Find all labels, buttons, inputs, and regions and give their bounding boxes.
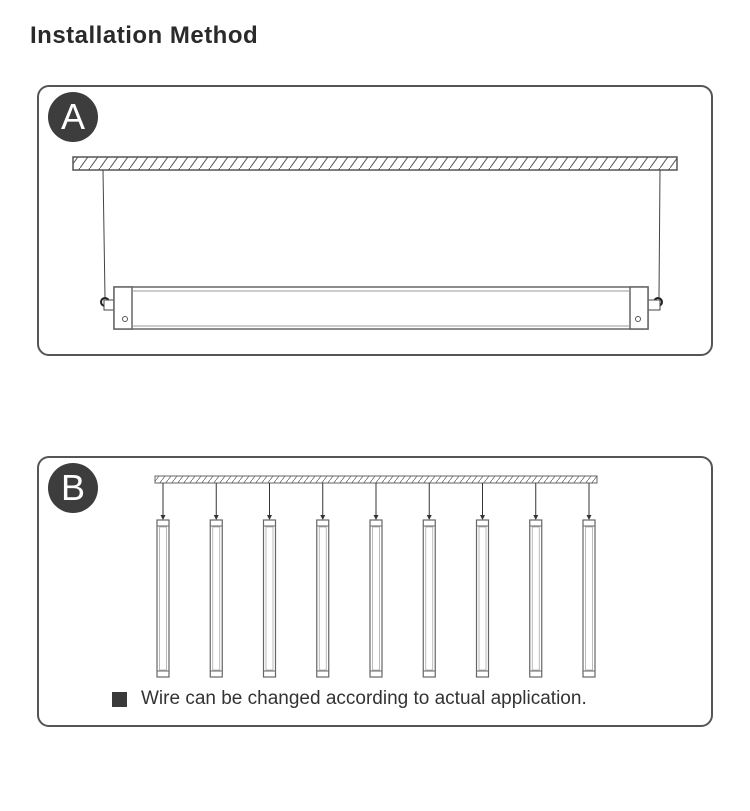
- vertical-fixture: [370, 483, 382, 677]
- method-b-badge: B: [48, 463, 98, 513]
- vertical-fixture: [477, 483, 489, 677]
- vertical-fixture: [264, 483, 276, 677]
- method-b-drawing: [155, 476, 597, 677]
- vertical-fixture: [210, 483, 222, 677]
- note-text: Wire can be changed according to actual application.: [141, 688, 587, 709]
- vertical-fixtures: [157, 483, 595, 677]
- vertical-fixture: [157, 483, 169, 677]
- vertical-fixture: [583, 483, 595, 677]
- method-a-drawing: [73, 157, 677, 329]
- fixture-a: [114, 287, 648, 329]
- ceiling-a: [73, 157, 677, 170]
- method-a-badge: A: [48, 92, 98, 142]
- hook-right: [648, 298, 662, 310]
- ceiling-b: [155, 476, 597, 483]
- note-text-row: [112, 688, 587, 710]
- vertical-fixture: [530, 483, 542, 677]
- wire-a-left: [103, 170, 105, 297]
- page-title: Installation Method: [30, 22, 259, 49]
- vertical-fixture: [317, 483, 329, 677]
- bullet-square-icon: [112, 692, 127, 707]
- vertical-fixture: [423, 483, 435, 677]
- wire-a-right: [659, 170, 660, 297]
